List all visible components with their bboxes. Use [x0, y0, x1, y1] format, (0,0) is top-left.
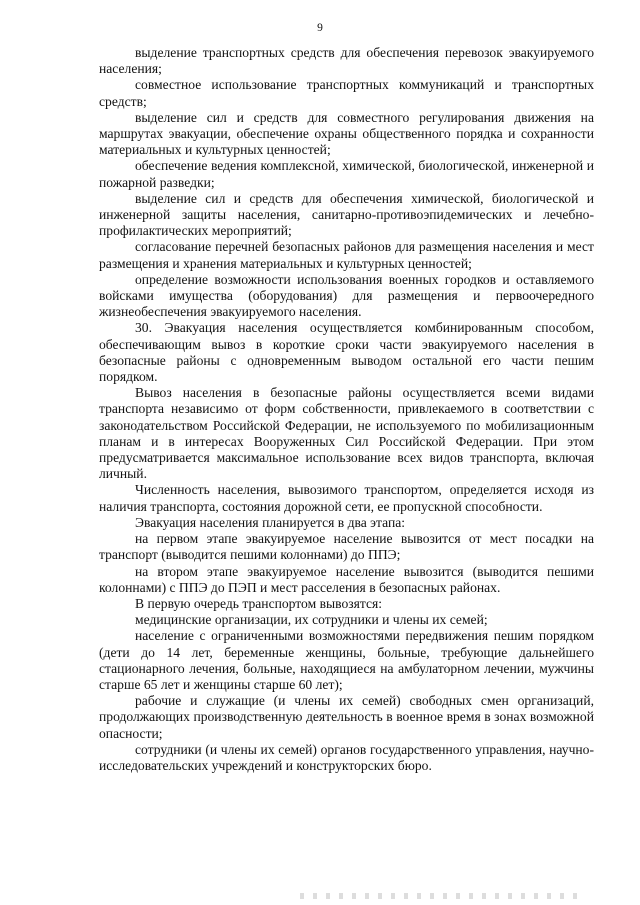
paragraph-military-towns: определение возможности использования военных городков и оставляемого войсками имущества (оборудования) для размещения и первоочередного жизнеобеспечения эвакуируемого населения.	[99, 271, 594, 320]
paragraph-population-count: Численность населения, вывозимого транспортом, определяется исходя из наличия транспорта, состояния дорожной сети, ее пропускной способности.	[99, 482, 594, 514]
paragraph-protection: выделение сил и средств для обеспечения химической, биологической и инженерной защиты населения, санитарно-противоэпидемических и лечебно-профилактических мероприятий;	[99, 190, 594, 239]
paragraph-safe-areas: согласование перечней безопасных районов для размещения населения и мест размещения и хранения материальных и культурных ценностей;	[99, 239, 594, 271]
paragraph-government-staff: сотрудники (и члены их семей) органов государственного управления, научно-исследовательских учреждений и конструкторских бюро.	[99, 741, 594, 773]
paragraph-limited-mobility: население с ограниченными возможностями передвижения пешим порядком (дети до 14 лет, беременные женщины, больные, требующие дальнейшего стационарного лечения, больные, находящиеся на амбулаторном лечении, мужчины старше 65 лет и женщины старше 60 лет);	[99, 628, 594, 692]
paragraph-stage-one: на первом этапе эвакуируемое население вывозится от мест посадки на транспорт (выводится пешими колоннами) до ППЭ;	[99, 531, 594, 563]
paragraph-transport-allocation: выделение транспортных средств для обеспечения перевозок эвакуируемого населения;	[99, 45, 594, 77]
document-body	[99, 45, 594, 774]
paragraph-workers: рабочие и служащие (и члены их семей) свободных смен организаций, продолжающих производственную деятельность в военное время в зонах возможной опасности;	[99, 693, 594, 741]
paragraph-joint-use: совместное использование транспортных коммуникаций и транспортных средств;	[99, 77, 594, 109]
paragraph-traffic-regulation: выделение сил и средств для совместного регулирования движения на маршрутах эвакуации, обеспечение охраны общественного порядка и сохранности материальных и культурных ценностей;	[99, 109, 594, 158]
paragraph-two-stages: Эвакуация населения планируется в два этапа:	[135, 514, 406, 530]
paragraph-medical: медицинские организации, их сотрудники и члены их семей;	[135, 612, 488, 628]
paragraph-stage-two: на втором этапе эвакуируемое население вывозится (выводится пешими колоннами) с ППЭ до ПЭП и мест расселения в безопасных районах.	[99, 563, 594, 595]
paragraph-section-30: 30. Эвакуация населения осуществляется комбинированным способом, обеспечивающим вывоз в короткие сроки части эвакуируемого населения в безопасные районы с одновременным выводом остальной его части пешим порядком.	[99, 320, 594, 385]
paragraph-reconnaissance: обеспечение ведения комплексной, химической, биологической, инженерной и пожарной разведки;	[99, 158, 594, 190]
scan-artifact	[300, 893, 580, 899]
paragraph-transport-removal: Вывоз населения в безопасные районы осуществляется всеми видами транспорта независимо от форм собственности, привлекаемого в соответствии с законодательством Российской Федерации, не используемого по мобилизационным планам и в интересах Вооруженных Сил Российской Федерации. При этом предусматривается максимальное использование всех видов транспорта, включая личный.	[99, 385, 594, 482]
page-number: 9	[317, 22, 323, 34]
paragraph-first-priority: В первую очередь транспортом вывозятся:	[135, 595, 383, 611]
